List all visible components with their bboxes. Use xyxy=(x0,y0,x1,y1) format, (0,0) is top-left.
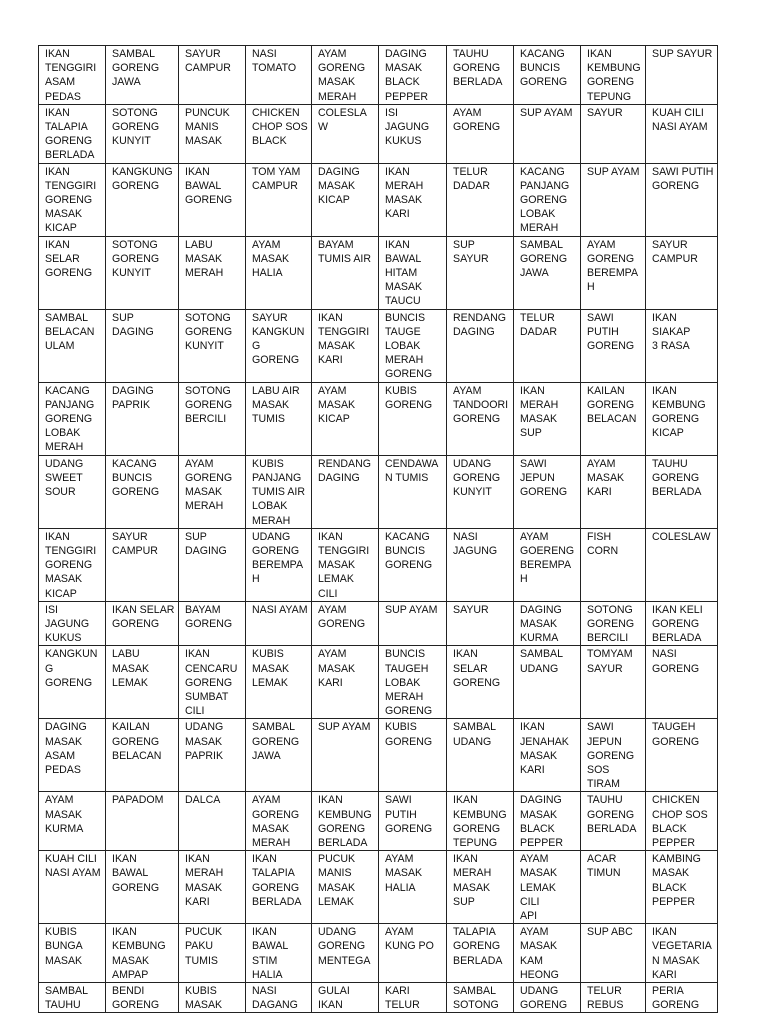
menu-cell: LABU MASAK MERAH xyxy=(179,236,246,309)
menu-cell: AYAM GORENG BEREMPAH xyxy=(581,236,646,309)
menu-cell: KACANG BUNCIS GORENG xyxy=(379,528,447,601)
menu-cell: SAYUR xyxy=(447,601,514,646)
menu-cell: NASI GORENG xyxy=(646,646,718,719)
menu-cell: SAWI PUTIH GORENG xyxy=(646,163,718,236)
menu-cell: SAWI PUTIH GORENG xyxy=(581,309,646,382)
menu-cell: IKAN CENCARU GORENG SUMBAT CILI xyxy=(179,646,246,719)
menu-cell: AYAM KUNG PO xyxy=(379,924,447,983)
menu-cell: KANGKUN G GORENG xyxy=(39,646,106,719)
table-row xyxy=(39,601,718,646)
menu-cell: IKAN VEGETARIA N MASAK KARI xyxy=(646,924,718,983)
menu-cell: AYAM MASAK KARI xyxy=(312,646,379,719)
menu-cell: TELUR DADAR xyxy=(514,309,581,382)
menu-cell: KUBIS BUNGA MASAK xyxy=(39,924,106,983)
menu-cell: SUP AYAM xyxy=(514,104,581,163)
menu-cell: UDANG SWEET SOUR xyxy=(39,455,106,528)
menu-cell: CHICKEN CHOP SOS BLACK PEPPER xyxy=(646,792,718,851)
menu-cell: RENDANG DAGING xyxy=(447,309,514,382)
menu-cell: PUCUK MANIS MASAK LEMAK xyxy=(312,851,379,924)
menu-cell: AYAM GORENG xyxy=(312,601,379,646)
menu-cell: DAGING PAPRIK xyxy=(106,382,179,455)
menu-cell: KUBIS MASAK xyxy=(179,983,246,1013)
menu-page xyxy=(38,45,717,1013)
menu-cell: TOM YAM CAMPUR xyxy=(246,163,312,236)
menu-cell: IKAN SELAR GORENG xyxy=(39,236,106,309)
menu-cell: UDANG GORENG MENTEGA xyxy=(312,924,379,983)
menu-cell: IKAN SELAR GORENG xyxy=(106,601,179,646)
menu-cell: KACANG BUNCIS GORENG xyxy=(514,46,581,105)
menu-cell: KANGKUNG GORENG xyxy=(106,163,179,236)
menu-cell: KUBIS PANJANG TUMIS AIR LOBAK MERAH xyxy=(246,455,312,528)
menu-cell: SAYUR CAMPUR xyxy=(646,236,718,309)
menu-cell: SAWI PUTIH GORENG xyxy=(379,792,447,851)
menu-cell: IKAN BAWAL STIM HALIA xyxy=(246,924,312,983)
menu-cell: SOTONG GORENG BERCILI xyxy=(179,382,246,455)
menu-cell: AYAM MASAK HALIA xyxy=(246,236,312,309)
menu-cell: KUAH CILI NASI AYAM xyxy=(39,851,106,924)
menu-cell: IKAN TENGGIRI MASAK KARI xyxy=(312,309,379,382)
menu-cell: SAMBAL GORENG JAWA xyxy=(106,46,179,105)
menu-cell: AYAM GORENG xyxy=(447,104,514,163)
menu-cell: SAMBAL TAUHU xyxy=(39,983,106,1013)
menu-cell: KUBIS GORENG xyxy=(379,719,447,792)
menu-cell: ISI JAGUNG KUKUS xyxy=(379,104,447,163)
menu-cell: UDANG GORENG KUNYIT xyxy=(447,455,514,528)
menu-cell: IKAN SIAKAP 3 RASA xyxy=(646,309,718,382)
table-row xyxy=(39,163,718,236)
menu-cell: AYAM MASAK KARI xyxy=(581,455,646,528)
menu-cell: SUP DAGING xyxy=(106,309,179,382)
menu-cell: PERIA GORENG xyxy=(646,983,718,1013)
menu-cell: BAYAM GORENG xyxy=(179,601,246,646)
menu-cell: KUBIS GORENG xyxy=(379,382,447,455)
menu-cell: KAMBING MASAK BLACK PEPPER xyxy=(646,851,718,924)
menu-cell: IKAN KEMBUNG GORENG KICAP xyxy=(646,382,718,455)
table-row xyxy=(39,792,718,851)
menu-cell: AYAM MASAK KAM HEONG xyxy=(514,924,581,983)
menu-cell: AYAM GORENG MASAK MERAH xyxy=(246,792,312,851)
menu-cell: IKAN TALAPIA GORENG BERLADA xyxy=(39,104,106,163)
menu-cell: IKAN TENGGIRI GORENG MASAK KICAP xyxy=(39,163,106,236)
menu-cell: SOTONG GORENG KUNYIT xyxy=(106,236,179,309)
menu-cell: SAWI JEPUN GORENG xyxy=(514,455,581,528)
menu-cell: IKAN BAWAL GORENG xyxy=(106,851,179,924)
menu-cell: DAGING MASAK ASAM PEDAS xyxy=(39,719,106,792)
menu-cell: SUP DAGING xyxy=(179,528,246,601)
menu-table-body xyxy=(39,46,718,1013)
menu-cell: AYAM MASAK HALIA xyxy=(379,851,447,924)
menu-cell: SUP AYAM xyxy=(312,719,379,792)
menu-cell: SAMBAL UDANG xyxy=(514,646,581,719)
table-row xyxy=(39,104,718,163)
menu-cell: KARI TELUR xyxy=(379,983,447,1013)
menu-cell: KACANG PANJANG GORENG LOBAK MERAH xyxy=(39,382,106,455)
table-row xyxy=(39,309,718,382)
menu-cell: RENDANG DAGING xyxy=(312,455,379,528)
menu-cell: PUCUK PAKU TUMIS xyxy=(179,924,246,983)
menu-cell: LABU MASAK LEMAK xyxy=(106,646,179,719)
menu-cell: PAPADOM xyxy=(106,792,179,851)
menu-cell: DAGING MASAK KICAP xyxy=(312,163,379,236)
menu-cell: SOTONG GORENG KUNYIT xyxy=(179,309,246,382)
menu-cell: DAGING MASAK BLACK PEPPER xyxy=(514,792,581,851)
menu-cell: IKAN TENGGIRI ASAM PEDAS xyxy=(39,46,106,105)
menu-cell: SAMBAL UDANG xyxy=(447,719,514,792)
table-row xyxy=(39,924,718,983)
menu-cell: BUNCIS TAUGEH LOBAK MERAH GORENG xyxy=(379,646,447,719)
menu-cell: AYAM GORENG MASAK MERAH xyxy=(312,46,379,105)
menu-cell: AYAM GOERENG BEREMPAH xyxy=(514,528,581,601)
menu-cell: NASI AYAM xyxy=(246,601,312,646)
menu-cell: SAYUR CAMPUR xyxy=(106,528,179,601)
table-row xyxy=(39,46,718,105)
menu-cell: GULAI IKAN xyxy=(312,983,379,1013)
menu-cell: KUAH CILI NASI AYAM xyxy=(646,104,718,163)
table-row xyxy=(39,983,718,1013)
menu-cell: SAWI JEPUN GORENG SOS TIRAM xyxy=(581,719,646,792)
menu-cell: KACANG PANJANG GORENG LOBAK MERAH xyxy=(514,163,581,236)
menu-cell: UDANG MASAK PAPRIK xyxy=(179,719,246,792)
menu-cell: IKAN KEMBUNG MASAK AMPAP xyxy=(106,924,179,983)
menu-cell: AYAM MASAK KICAP xyxy=(312,382,379,455)
menu-cell: BENDI GORENG xyxy=(106,983,179,1013)
menu-cell: KUBIS MASAK LEMAK xyxy=(246,646,312,719)
menu-cell: PUNCUK MANIS MASAK xyxy=(179,104,246,163)
menu-cell: SAMBAL BELACAN ULAM xyxy=(39,309,106,382)
menu-cell: COLESLAW xyxy=(312,104,379,163)
menu-cell: IKAN MERAH MASAK SUP xyxy=(447,851,514,924)
menu-cell: IKAN KELI GORENG BERLADA xyxy=(646,601,718,646)
menu-cell: CHICKEN CHOP SOS BLACK xyxy=(246,104,312,163)
menu-cell: SAYUR KANGKUN G GORENG xyxy=(246,309,312,382)
menu-cell: SAMBAL GORENG JAWA xyxy=(514,236,581,309)
menu-cell: AYAM TANDOORI GORENG xyxy=(447,382,514,455)
menu-cell: UDANG GORENG BEREMPAH xyxy=(246,528,312,601)
table-row xyxy=(39,851,718,924)
menu-cell: LABU AIR MASAK TUMIS xyxy=(246,382,312,455)
menu-cell: IKAN JENAHAK MASAK KARI xyxy=(514,719,581,792)
menu-cell: AYAM MASAK LEMAK CILI API xyxy=(514,851,581,924)
menu-cell: TAUGEH GORENG xyxy=(646,719,718,792)
menu-cell: SOTONG GORENG BERCILI xyxy=(581,601,646,646)
menu-cell: CENDAWA N TUMIS xyxy=(379,455,447,528)
menu-cell: IKAN BAWAL HITAM MASAK TAUCU xyxy=(379,236,447,309)
menu-cell: ISI JAGUNG KUKUS xyxy=(39,601,106,646)
menu-cell: SAMBAL SOTONG xyxy=(447,983,514,1013)
menu-cell: IKAN MERAH MASAK KARI xyxy=(179,851,246,924)
menu-cell: IKAN TENGGIRI GORENG MASAK KICAP xyxy=(39,528,106,601)
menu-table xyxy=(38,45,718,1013)
menu-cell: AYAM MASAK KURMA xyxy=(39,792,106,851)
menu-cell: NASI TOMATO xyxy=(246,46,312,105)
table-row xyxy=(39,719,718,792)
menu-cell: COLESLAW xyxy=(646,528,718,601)
menu-cell: IKAN MERAH MASAK KARI xyxy=(379,163,447,236)
menu-cell: UDANG GORENG xyxy=(514,983,581,1013)
menu-cell: SUP SAYUR xyxy=(447,236,514,309)
menu-cell: DALCA xyxy=(179,792,246,851)
menu-cell: IKAN TENGGIRI MASAK LEMAK CILI xyxy=(312,528,379,601)
menu-cell: SUP AYAM xyxy=(379,601,447,646)
menu-cell: ACAR TIMUN xyxy=(581,851,646,924)
menu-cell: IKAN BAWAL GORENG xyxy=(179,163,246,236)
menu-cell: SAYUR xyxy=(581,104,646,163)
menu-cell: IKAN TALAPIA GORENG BERLADA xyxy=(246,851,312,924)
menu-cell: BUNCIS TAUGE LOBAK MERAH GORENG xyxy=(379,309,447,382)
menu-cell: KAILAN GORENG BELACAN xyxy=(106,719,179,792)
menu-cell: NASI DAGANG xyxy=(246,983,312,1013)
menu-cell: SAYUR CAMPUR xyxy=(179,46,246,105)
table-row xyxy=(39,382,718,455)
menu-cell: SUP AYAM xyxy=(581,163,646,236)
menu-cell: NASI JAGUNG xyxy=(447,528,514,601)
menu-cell: TELUR DADAR xyxy=(447,163,514,236)
menu-cell: TAUHU GORENG BERLADA xyxy=(447,46,514,105)
menu-cell: SAMBAL GORENG JAWA xyxy=(246,719,312,792)
menu-cell: DAGING MASAK KURMA xyxy=(514,601,581,646)
menu-cell: BAYAM TUMIS AIR xyxy=(312,236,379,309)
table-row xyxy=(39,646,718,719)
menu-cell: FISH CORN xyxy=(581,528,646,601)
menu-cell: SUP ABC xyxy=(581,924,646,983)
menu-cell: AYAM GORENG MASAK MERAH xyxy=(179,455,246,528)
menu-cell: KACANG BUNCIS GORENG xyxy=(106,455,179,528)
menu-cell: DAGING MASAK BLACK PEPPER xyxy=(379,46,447,105)
table-row xyxy=(39,455,718,528)
menu-cell: IKAN KEMBUNG GORENG TEPUNG xyxy=(581,46,646,105)
menu-cell: TAUHU GORENG BERLADA xyxy=(646,455,718,528)
menu-cell: IKAN SELAR GORENG xyxy=(447,646,514,719)
menu-cell: IKAN MERAH MASAK SUP xyxy=(514,382,581,455)
menu-cell: KAILAN GORENG BELACAN xyxy=(581,382,646,455)
menu-cell: SOTONG GORENG KUNYIT xyxy=(106,104,179,163)
menu-cell: IKAN KEMBUNG GORENG TEPUNG xyxy=(447,792,514,851)
menu-cell: TAUHU GORENG BERLADA xyxy=(581,792,646,851)
menu-cell: TALAPIA GORENG BERLADA xyxy=(447,924,514,983)
menu-cell: TELUR REBUS xyxy=(581,983,646,1013)
menu-cell: SUP SAYUR xyxy=(646,46,718,105)
menu-cell: TOMYAM SAYUR xyxy=(581,646,646,719)
table-row xyxy=(39,528,718,601)
table-row xyxy=(39,236,718,309)
menu-cell: IKAN KEMBUNG GORENG BERLADA xyxy=(312,792,379,851)
